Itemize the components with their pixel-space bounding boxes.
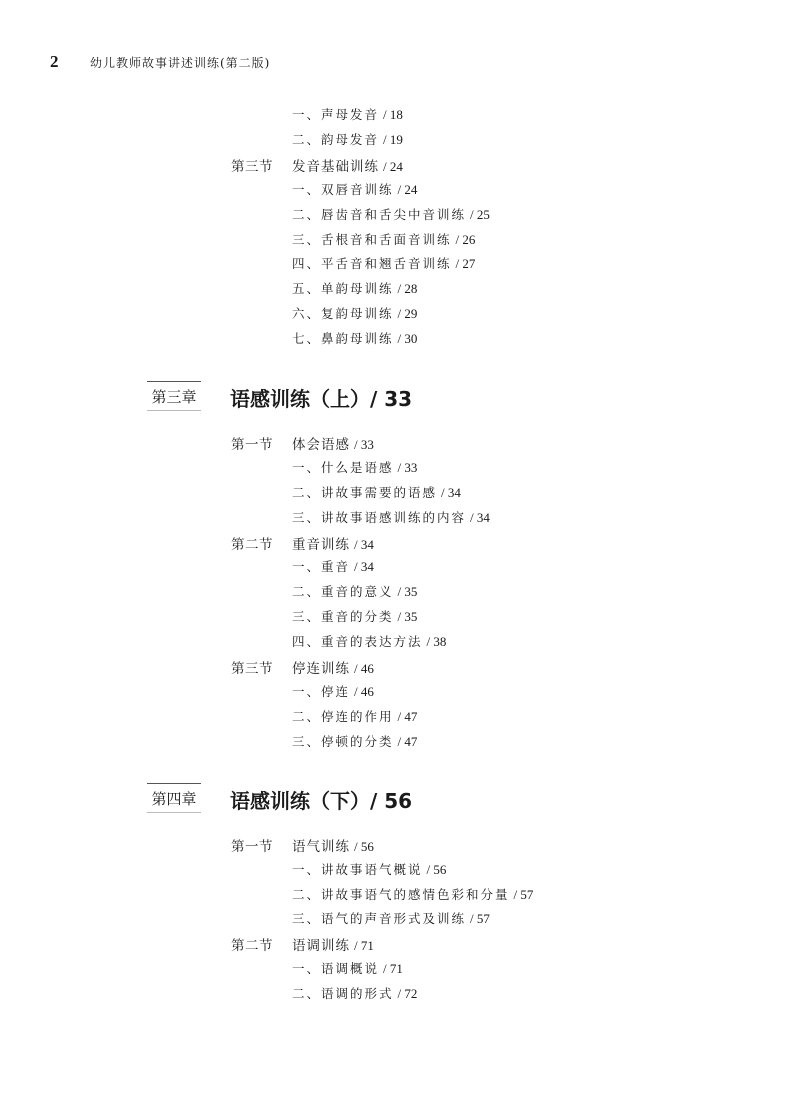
toc-item[interactable]: 一、什么是语感 / 33: [292, 460, 418, 475]
toc-item[interactable]: 三、停顿的分类 / 47: [292, 734, 418, 749]
toc-section[interactable]: 第二节 重音训练 / 34: [231, 537, 374, 553]
toc-item[interactable]: 三、重音的分类 / 35: [292, 609, 418, 624]
chapter-title[interactable]: 语感训练（下）/ 56: [230, 789, 413, 813]
toc-item[interactable]: 二、唇齿音和舌尖中音训练 / 25: [292, 207, 490, 222]
chapter-label: 第四章: [147, 783, 201, 813]
toc-item[interactable]: 三、讲故事语感训练的内容 / 34: [292, 510, 490, 525]
toc-item[interactable]: 一、重音 / 34: [292, 559, 374, 574]
toc-item[interactable]: 二、停连的作用 / 47: [292, 709, 418, 724]
page-number: 2: [50, 52, 59, 71]
toc-section[interactable]: 第一节 语气训练 / 56: [231, 839, 374, 855]
toc-item[interactable]: 一、停连 / 46: [292, 684, 374, 699]
toc-item[interactable]: 四、平舌音和翘舌音训练 / 27: [292, 256, 476, 271]
book-title: 幼儿教师故事讲述训练(第二版): [90, 56, 271, 70]
toc-section[interactable]: 第一节 体会语感 / 33: [231, 437, 374, 453]
chapter-title[interactable]: 语感训练（上）/ 33: [230, 387, 413, 411]
chapter-label: 第三章: [147, 381, 201, 411]
toc-item[interactable]: 一、声母发音 / 18: [292, 107, 403, 122]
toc-section[interactable]: 第三节 停连训练 / 46: [231, 661, 374, 677]
toc-item[interactable]: 四、重音的表达方法 / 38: [292, 634, 447, 649]
toc-section[interactable]: 第二节 语调训练 / 71: [231, 938, 374, 954]
toc-item[interactable]: 一、双唇音训练 / 24: [292, 182, 418, 197]
toc-item[interactable]: 二、讲故事语气的感情色彩和分量 / 57: [292, 887, 534, 902]
toc-item[interactable]: 二、讲故事需要的语感 / 34: [292, 485, 461, 500]
toc-item[interactable]: 二、重音的意义 / 35: [292, 584, 418, 599]
toc-item[interactable]: 七、鼻韵母训练 / 30: [292, 331, 418, 346]
toc-item[interactable]: 二、韵母发音 / 19: [292, 132, 403, 147]
toc-item[interactable]: 六、复韵母训练 / 29: [292, 306, 418, 321]
page-header: [50, 52, 270, 72]
toc-item[interactable]: 五、单韵母训练 / 28: [292, 281, 418, 296]
toc-item[interactable]: 三、舌根音和舌面音训练 / 26: [292, 232, 476, 247]
toc-item[interactable]: 三、语气的声音形式及训练 / 57: [292, 911, 490, 926]
toc-item[interactable]: 二、语调的形式 / 72: [292, 986, 418, 1001]
toc-item[interactable]: 一、讲故事语气概说 / 56: [292, 862, 447, 877]
toc-section[interactable]: 第三节 发音基础训练 / 24: [231, 159, 403, 175]
toc-item[interactable]: 一、语调概说 / 71: [292, 961, 403, 976]
